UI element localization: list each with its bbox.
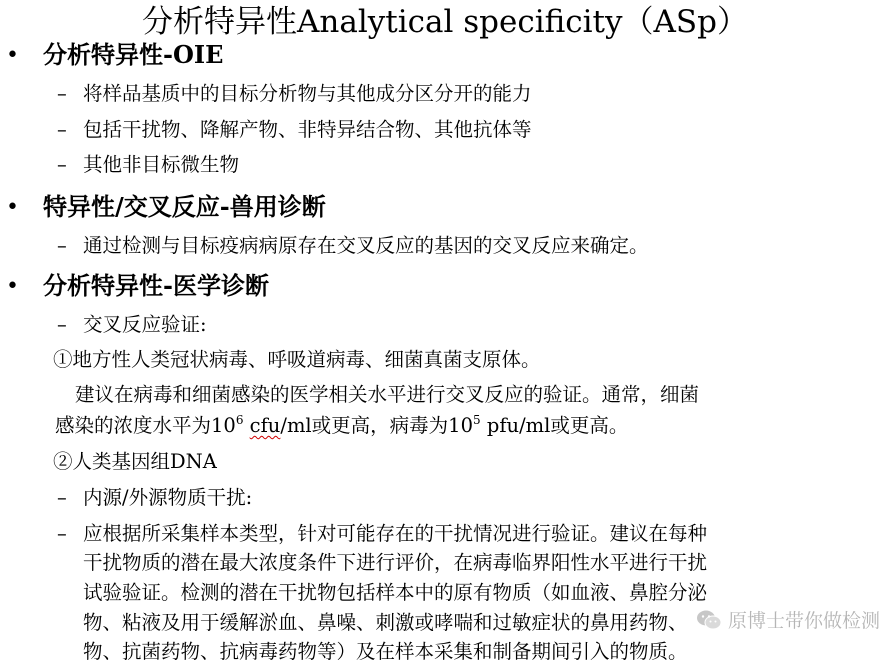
paragraph-line: 物、粘液及用于缓解淤血、鼻噪、刺激或哮喘和过敏症状的鼻用药物、 [83, 611, 688, 634]
circled-item-1: ①地方性人类冠状病毒、呼吸道病毒、细菌真菌支原体。 [53, 348, 541, 371]
paragraph-line: 试验验证。检测的潜在干扰物包括样本中的原有物质（如血液、鼻腔分泌 [83, 581, 708, 604]
list-item: – 将样品基质中的目标分析物与其他成分区分开的能力 [57, 79, 532, 109]
dash-icon: – [57, 118, 67, 141]
bullet-icon: • [6, 274, 19, 299]
paragraph-line: 感染的浓度水平为$10^6$ cfu/ml或更高，病毒为$10^5$ pfu/ml或更高。 [55, 413, 629, 437]
list-item: – 应根据所采集样本类型，针对可能存在的干扰情况进行验证。建议在每种 [57, 519, 707, 549]
paragraph-line: 建议在病毒和细菌感染的医学相关水平进行交叉反应的验证。通常，细菌 [75, 383, 700, 406]
watermark [696, 606, 880, 633]
dash-icon: – [57, 486, 67, 509]
dash-icon: – [57, 234, 67, 257]
dash-icon: – [57, 153, 67, 176]
list-item: – 内源/外源物质干扰: [57, 483, 252, 513]
circled-item-2: ②人类基因组DNA [53, 450, 217, 473]
section-heading-medical: 分析特异性-医学诊断 [43, 271, 269, 300]
dash-icon: – [57, 313, 67, 336]
paragraph-line: 物、抗菌药物、抗病毒药物等）及在样本采集和制备期间引入的物质。 [83, 640, 688, 663]
bullet-icon: • [6, 43, 19, 68]
section-heading-oie: 分析特异性-OIE [43, 40, 224, 69]
list-item: – 交叉反应验证: [57, 310, 207, 340]
paragraph-line: 干扰物质的潜在最大浓度条件下进行评价，在病毒临界阳性水平进行干扰 [83, 551, 708, 574]
dash-icon: – [57, 522, 67, 545]
list-item: – 包括干扰物、降解产物、非特异结合物、其他抗体等 [57, 115, 532, 145]
slide-title: 分析特异性Analytical specificity（ASp） [141, 4, 748, 40]
dash-icon: – [57, 82, 67, 105]
wechat-icon [696, 609, 722, 631]
section-heading-veterinary: 特异性/交叉反应-兽用诊断 [43, 192, 326, 221]
watermark-text: 原博士带你做检测 [727, 610, 880, 632]
spellcheck-underline: cfu [249, 414, 281, 437]
list-item: – 其他非目标微生物 [57, 150, 239, 180]
bullet-icon: • [6, 195, 19, 220]
list-item: – 通过检测与目标疫病病原存在交叉反应的基因的交叉反应来确定。 [57, 231, 649, 261]
